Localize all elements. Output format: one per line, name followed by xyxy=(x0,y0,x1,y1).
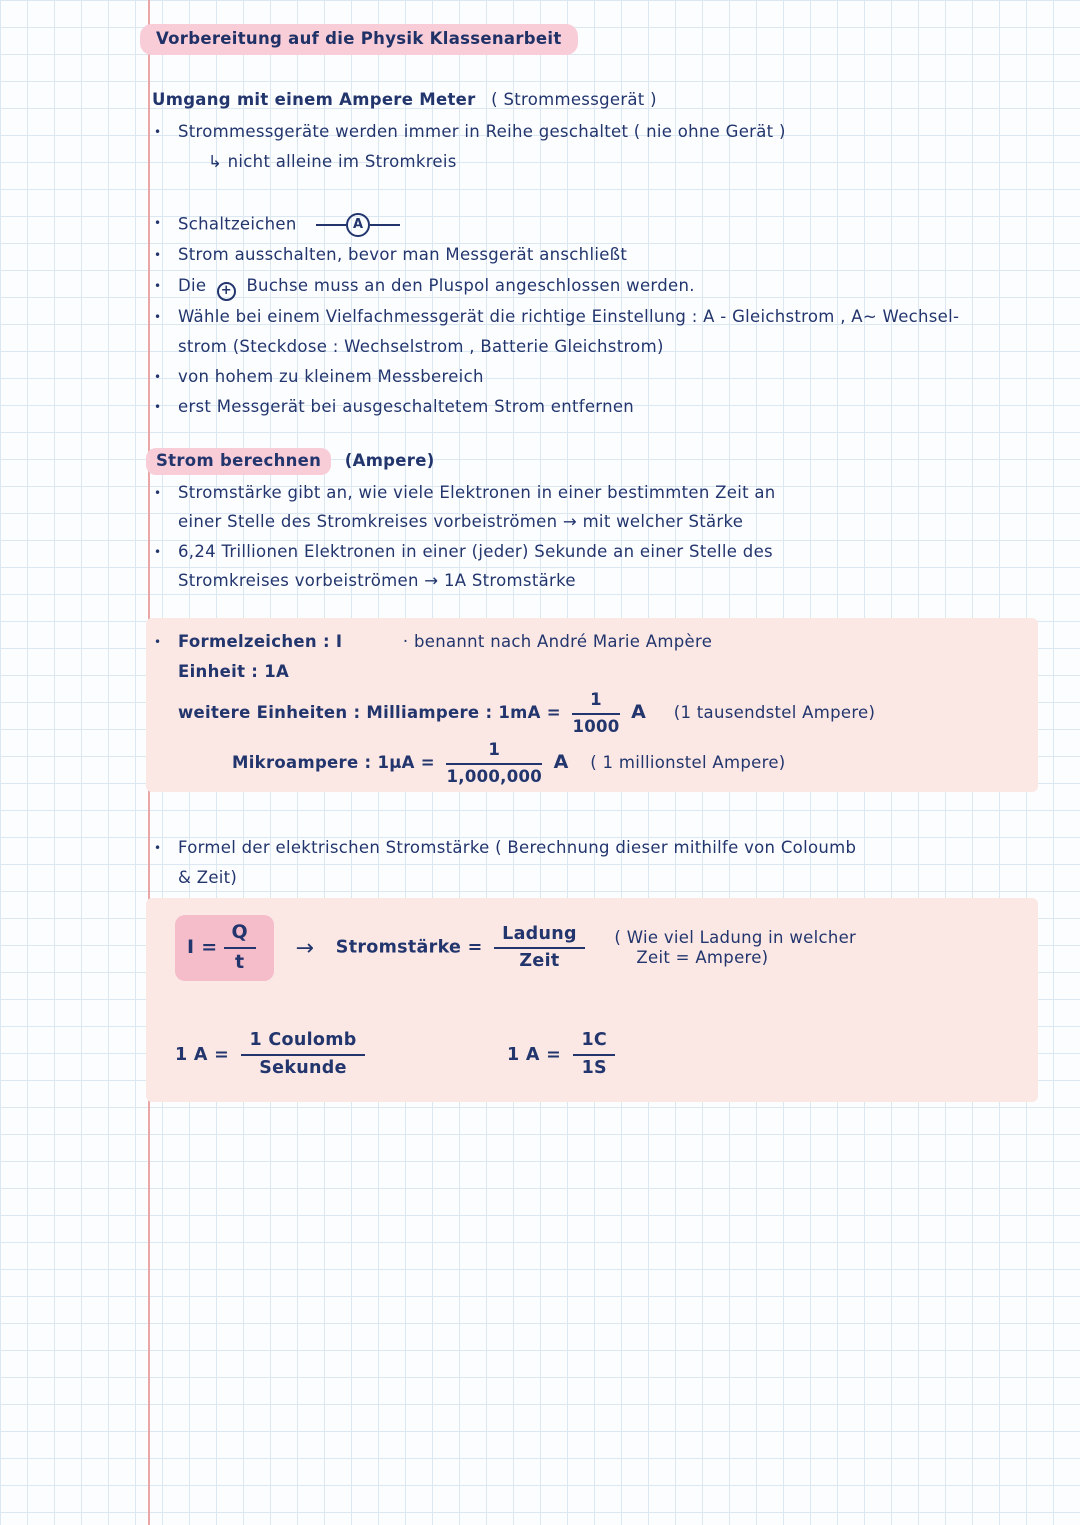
bullet-schaltzeichen xyxy=(178,213,400,237)
formula-eq-highlight xyxy=(175,915,274,981)
bullet-strom-ausschalten: • Strom ausschalten, bevor man Messgerät anschließt xyxy=(178,245,627,266)
formula-note-l1: ( Wie viel Ladung in welcher xyxy=(614,927,857,947)
formula-words-fraction xyxy=(494,924,585,974)
fraction-numerator: Ladung xyxy=(494,924,585,950)
coulomb-short-fraction xyxy=(573,1030,615,1080)
bullet-vielfachmessgeraet-l1: • Wähle bei einem Vielfachmessgerät die richtige Einstellung : A - Gleichstrom , A~ Wechsel- xyxy=(178,307,959,328)
bullet-stromstaerke-l1: • Stromstärke gibt an, wie viele Elektronen in einer bestimmten Zeit an xyxy=(178,483,776,504)
plus-buchse-post: Buchse muss an den Pluspol angeschlossen werden. xyxy=(246,276,695,295)
wire-left xyxy=(316,224,346,226)
fraction-numerator: Q xyxy=(224,921,256,949)
fraction-denominator: 1000 xyxy=(572,716,620,736)
sub-note-stromkreis: ↳ nicht alleine im Stromkreis xyxy=(208,152,457,171)
bullet-plus-buchse xyxy=(178,276,695,301)
formelzeichen-note: · benannt nach André Marie Ampère xyxy=(402,632,713,651)
schaltzeichen-label: Schaltzeichen xyxy=(178,214,297,234)
plus-buchse-pre: Die xyxy=(178,276,207,295)
einheit-line: Einheit : 1A xyxy=(178,662,290,681)
bullet-trillionen-l2: Stromkreises vorbeiströmen → 1A Stromstärke xyxy=(178,571,576,590)
mikroampere-line xyxy=(232,740,786,787)
mikroampere-note: ( 1 millionstel Ampere) xyxy=(590,753,786,773)
eq-lhs: I = xyxy=(187,935,218,958)
milliampere-fraction xyxy=(572,690,619,737)
section-heading-umgang xyxy=(152,90,657,111)
fraction-numerator: 1 xyxy=(446,740,542,765)
milliampere-label: weitere Einheiten : Milliampere : 1mA = xyxy=(178,703,561,723)
page-title-row xyxy=(140,24,578,55)
coulomb-lhs: 1 A = xyxy=(175,1044,230,1065)
mikroampere-fraction xyxy=(446,740,542,787)
bullet-messbereich: • von hohem zu kleinem Messbereich xyxy=(178,367,484,388)
formula-words-label: Stromstärke = xyxy=(335,937,483,958)
fraction-numerator: 1C xyxy=(573,1030,615,1056)
ammeter-circle-letter: A xyxy=(346,213,370,237)
milliampere-note: (1 tausendstel Ampere) xyxy=(673,703,876,723)
fraction-denominator: Zeit xyxy=(519,951,560,972)
arrow-icon: → xyxy=(295,935,315,961)
coulomb-fraction xyxy=(241,1030,364,1080)
mikroampere-unit: A xyxy=(553,751,569,774)
bullet-messgeraet-entfernen: • erst Messgerät bei ausgeschaltetem Strom entfernen xyxy=(178,397,634,418)
mikroampere-label: Mikroampere : 1μA = xyxy=(232,753,435,773)
section-heading-note: ( Strommessgerät ) xyxy=(491,90,657,109)
formula-main-line xyxy=(175,915,856,981)
bullet-strommessgeraete: • Strommessgeräte werden immer in Reihe geschaltet ( nie ohne Gerät ) xyxy=(178,122,786,143)
eq-fraction xyxy=(224,921,256,975)
formelzeichen-label: Formelzeichen : I xyxy=(178,632,343,651)
formelzeichen-line xyxy=(178,632,712,653)
section-heading-text: Umgang mit einem Ampere Meter xyxy=(152,90,476,109)
formula-note xyxy=(614,928,856,969)
fraction-denominator: 1S xyxy=(581,1057,607,1078)
strom-berechnen-highlight: Strom berechnen xyxy=(146,448,331,475)
section-heading-strom xyxy=(146,448,435,475)
plus-circle-icon: + xyxy=(217,282,236,301)
fraction-numerator: 1 xyxy=(572,690,619,715)
milliampere-unit: A xyxy=(631,701,647,724)
wire-right xyxy=(370,224,400,226)
page-title: Vorbereitung auf die Physik Klassenarbeit xyxy=(140,24,578,55)
fraction-denominator: Sekunde xyxy=(259,1057,347,1078)
ammeter-symbol-icon xyxy=(316,213,400,237)
formel-intro-l1: • Formel der elektrischen Stromstärke ( Berechnung dieser mithilfe von Coloumb xyxy=(178,838,856,859)
fraction-numerator: 1 Coulomb xyxy=(241,1030,364,1056)
coulomb-line xyxy=(175,1030,621,1080)
fraction-denominator: 1,000,000 xyxy=(446,766,543,786)
milliampere-line xyxy=(178,690,875,737)
formel-intro-l2: & Zeit) xyxy=(178,868,238,887)
formula-note-l2: Zeit = Ampere) xyxy=(636,948,769,968)
fraction-denominator: t xyxy=(235,950,245,973)
bullet-vielfachmessgeraet-l2: strom (Steckdose : Wechselstrom , Batterie Gleichstrom) xyxy=(178,337,664,356)
bullet-stromstaerke-l2: einer Stelle des Stromkreises vorbeiströmen → mit welcher Stärke xyxy=(178,512,744,531)
coulomb-short-lhs: 1 A = xyxy=(506,1044,562,1065)
bullet-trillionen-l1: • 6,24 Trillionen Elektronen in einer (jeder) Sekunde an einer Stelle des xyxy=(178,542,773,563)
strom-heading-note: (Ampere) xyxy=(344,451,435,470)
